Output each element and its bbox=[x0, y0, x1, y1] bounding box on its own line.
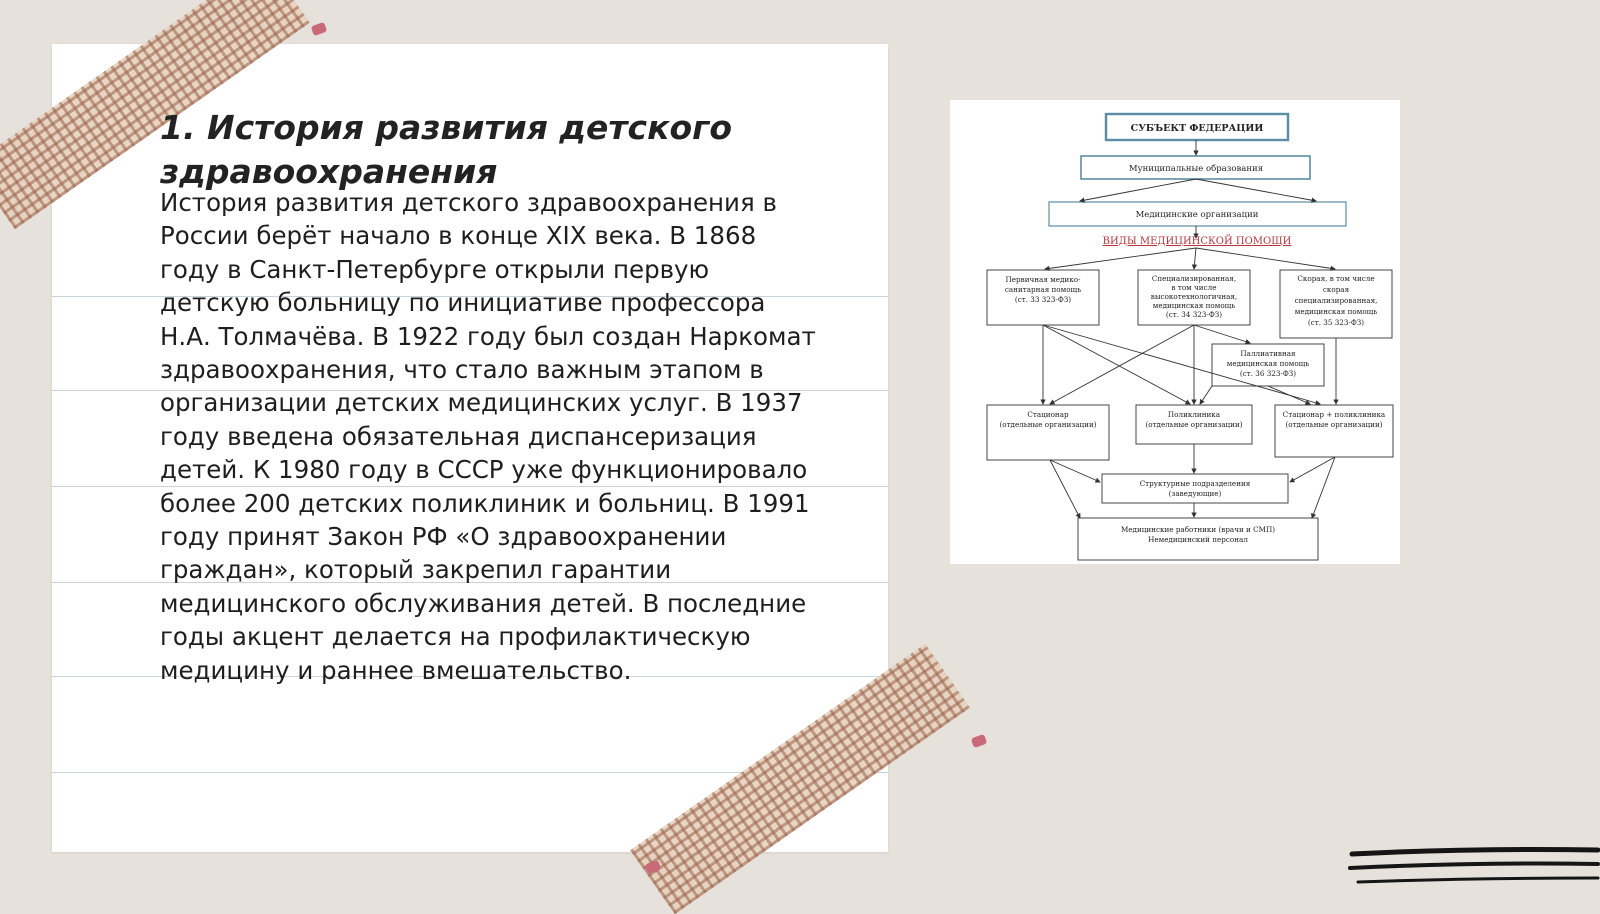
slide-body-text: История развития детского здравоохранения в России берёт начало в конце XIX века. В 1868 году в Санкт-Петербурге открыли первую детскую больницу по инициативе профессора Н.А. Толмачёва. В 1922 году был создан Наркомат здравоохранения, что стало важным этапом в организации детских медицинских услуг. В 1937 году введена обязательная диспансеризация детей. К 1980 году в СССР уже функционировало более 200 детских поликлиник и больниц. В 1991 году принят Закон РФ «О здравоохранении граждан», который закрепил гарантии медицинского обслуживания детей. В последние годы акцент делается на профилактическую медицину и раннее вмешательство. bbox=[160, 188, 816, 685]
diagram-text-line: Паллиативная bbox=[1240, 349, 1296, 358]
diagram-label-municipal: Муниципальные образования bbox=[1128, 164, 1264, 174]
diagram-text-line: санитарная помощь bbox=[1004, 285, 1082, 294]
diagram-text-line: высокотехнологичная, bbox=[1150, 292, 1238, 301]
diagram-text-line: (отдельные организации) bbox=[1285, 420, 1383, 429]
diagram-text-line: (отдельные организации) bbox=[1145, 420, 1243, 429]
diagram-text-staff bbox=[1121, 525, 1275, 544]
diagram-text-line: скорая bbox=[1322, 285, 1350, 294]
diagram-text-palliative bbox=[1227, 349, 1310, 378]
diagram-text-line: медицинская помощь bbox=[1226, 359, 1310, 368]
diagram-svg bbox=[950, 100, 1400, 564]
tape-end-mark bbox=[311, 22, 328, 36]
diagram-text-emergency bbox=[1295, 274, 1378, 327]
diagram-text-line: Немедицинский персонал bbox=[1148, 535, 1248, 544]
brush-strokes-decoration bbox=[1348, 846, 1600, 892]
slide-title: 1. История развития детского здравоохранения bbox=[160, 108, 733, 191]
diagram-text-line: Стационар + поликлиника bbox=[1282, 410, 1386, 419]
diagram-text-line: (отдельные организации) bbox=[999, 420, 1097, 429]
diagram-text-hospital bbox=[999, 410, 1096, 429]
diagram-text-line: Стационар bbox=[1027, 410, 1069, 419]
diagram-heading-types: ВИДЫ МЕДИЦИНСКОЙ ПОМОЩИ bbox=[1102, 236, 1292, 247]
diagram-text-line: Специализированная, bbox=[1151, 274, 1237, 283]
diagram-text-line: Медицинские работники (врачи и СМП) bbox=[1120, 525, 1276, 534]
diagram-label-medorgs: Медицинские организации bbox=[1135, 210, 1259, 220]
diagram-text-line: (ст. 33 323-ФЗ) bbox=[1014, 295, 1072, 304]
diagram-text-line: Поликлиника bbox=[1167, 410, 1221, 419]
diagram-text-structural bbox=[1140, 479, 1251, 498]
diagram-label-subject: СУБЪЕКТ ФЕДЕРАЦИИ bbox=[1130, 123, 1264, 134]
diagram-connectors bbox=[1043, 140, 1336, 518]
diagram-text-line: Скорая, в том числе bbox=[1297, 274, 1375, 283]
diagram-text-line: Структурные подразделения bbox=[1139, 479, 1251, 488]
diagram-text-line: в том числе bbox=[1171, 283, 1217, 292]
diagram-text-polyclinic bbox=[1145, 410, 1242, 429]
diagram-text-line: (заведующие) bbox=[1168, 489, 1222, 498]
diagram-text-primary bbox=[1005, 275, 1081, 304]
diagram-text-line: Первичная медико- bbox=[1005, 275, 1081, 284]
diagram-text-line: (ст. 35 323-ФЗ) bbox=[1307, 318, 1365, 327]
diagram-text-hospital-polyclinic bbox=[1283, 410, 1386, 429]
diagram-text-line: (ст. 36 323-ФЗ) bbox=[1239, 369, 1297, 378]
diagram-text-line: медицинская помощь bbox=[1294, 307, 1378, 316]
diagram-text-line: медицинская помощь bbox=[1152, 301, 1236, 310]
diagram-text-line: (ст. 34 323-ФЗ) bbox=[1165, 310, 1223, 319]
tape-end-mark bbox=[971, 734, 988, 748]
health-system-diagram bbox=[950, 100, 1400, 564]
diagram-text-specialized bbox=[1151, 274, 1237, 319]
diagram-text-line: специализированная, bbox=[1294, 296, 1378, 305]
